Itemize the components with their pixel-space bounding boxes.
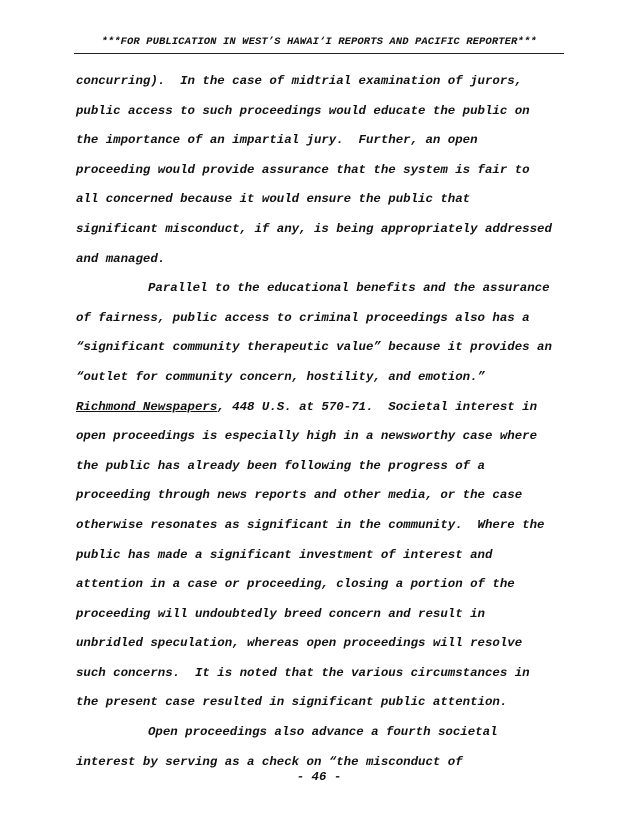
text-line: of fairness, public access to criminal proceedings also has a: [76, 310, 530, 325]
text-line: “outlet for community concern, hostility, and emotion.”: [76, 369, 485, 384]
text-line: all concerned because it would ensure the public that: [76, 192, 471, 207]
case-name-citation: Richmond Newspapers: [76, 399, 218, 414]
text-line: “significant community therapeutic value” because it provides an: [76, 340, 552, 355]
text-line: the public has already been following the progress of a: [76, 458, 485, 473]
text-line: such concerns. It is noted that the various circumstances in: [76, 665, 530, 680]
text-line: significant misconduct, if any, is being appropriately addressed: [76, 221, 552, 236]
page-number: - 46 -: [296, 770, 342, 784]
citation-text: , 448 U.S. at 570-71. Societal interest in: [217, 399, 538, 414]
text-line: interest by serving as a check on “the misconduct of: [76, 754, 463, 769]
text-line: unbridled speculation, whereas open proceedings will resolve: [76, 636, 523, 651]
text-line: otherwise resonates as significant in the community. Where the: [76, 517, 545, 532]
text-line: attention in a case or proceeding, closing a portion of the: [76, 577, 515, 592]
text-line: proceeding through news reports and other media, or the case: [76, 488, 523, 503]
text-line: proceeding will undoubtedly breed concern and result in: [76, 606, 485, 621]
text-line: and managed.: [76, 251, 166, 266]
text-line: public has made a significant investment of interest and: [76, 547, 493, 562]
text-line: the importance of an impartial jury. Further, an open: [76, 133, 478, 148]
opinion-body: [76, 72, 566, 782]
text-line: public access to such proceedings would educate the public on: [76, 103, 530, 118]
text-line: open proceedings is especially high in a newsworthy case where: [76, 429, 538, 444]
paragraph-first-line: Parallel to the educational benefits and the assurance: [148, 281, 550, 296]
text-line: proceeding would provide assurance that the system is fair to: [76, 162, 530, 177]
paragraph-first-line: Open proceedings also advance a fourth societal: [148, 725, 498, 740]
running-header: ***FOR PUBLICATION IN WEST’S HAWAI‘I REPORTS AND PACIFIC REPORTER***: [101, 36, 537, 48]
citation-line: [76, 398, 566, 428]
text-line: concurring). In the case of midtrial examination of jurors,: [76, 74, 523, 88]
header-rule: [74, 53, 564, 54]
text-line: the present case resulted in significant public attention.: [76, 695, 508, 710]
